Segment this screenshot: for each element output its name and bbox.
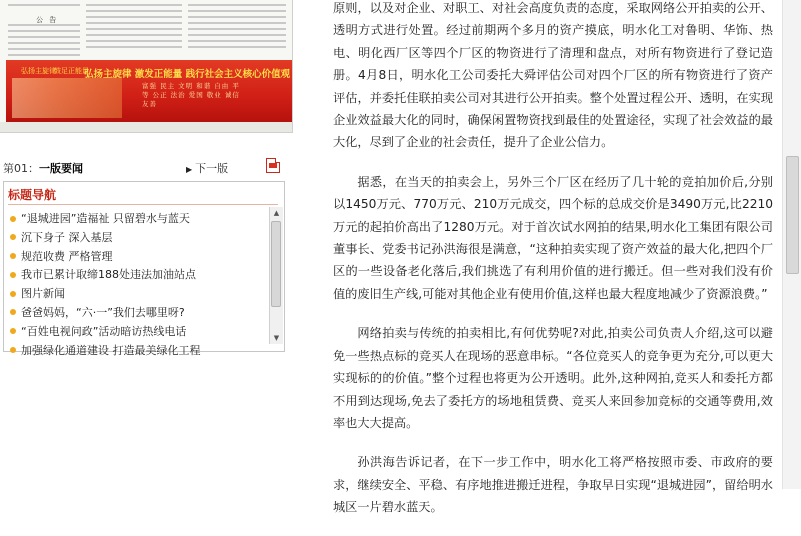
page-scrollbar[interactable] [782, 0, 801, 489]
banner-mini-text: 鼓足正能量 [54, 67, 89, 75]
thumbnail-red-banner [6, 60, 292, 122]
headline-link[interactable]: 我市已累计取缔188处违法加油站点 [21, 268, 196, 282]
headline-item[interactable] [10, 285, 272, 304]
bullet-icon [10, 216, 16, 222]
headline-item[interactable] [10, 248, 272, 267]
triangle-right-icon: ▶ [186, 165, 193, 174]
thumbnail-heading: 公 告 [36, 16, 59, 24]
bullet-icon [10, 272, 16, 278]
headline-item[interactable] [10, 266, 272, 285]
article-paragraph: 原则，以及对企业、对职工、对社会高度负责的态度，采取网络公开拍卖的公开、透明方式进行处置。经过前期两个多月的资产摸底，明水化工对鲁明、华饰、热电、明化西厂区等四个厂区的物资进行了清理和盘点，对所有物资进行了登记造册。4月8日，明水化工公司委托大舜评估公司对四个厂区的所有物资进行了资产评估，并委托佳联拍卖公司对其进行公开拍卖。整个处置过程公开、透明，在实现企业效益最大化的同时，确保闲置物资找到最佳的处置途径，实现了社会效益的最大化，尽到了企业的社会责任，提升了企业公信力。 [333, 1, 773, 150]
next-page-label: 下一版 [195, 162, 229, 175]
page-section-title: 一版要闻 [39, 162, 83, 175]
headline-list-scrollbar[interactable] [269, 207, 283, 344]
banner-mini-text: 弘扬主旋律 [21, 67, 56, 75]
headline-item[interactable] [10, 342, 272, 361]
headline-item[interactable] [10, 304, 272, 323]
headline-link[interactable]: 沉下身子 深入基层 [21, 230, 113, 244]
left-column [0, 0, 300, 489]
headline-item[interactable] [10, 229, 272, 248]
thumbnail-text-block-middle [86, 0, 182, 58]
bullet-icon [10, 234, 16, 240]
headline-list [10, 210, 272, 360]
article-paragraph: 孙洪海告诉记者，在下一步工作中，明水化工将严格按照市委、市政府的要求，继续安全、平稳、有序地推进搬迁进程，争取早日实现“退城进园”，留给明水城区一片碧水蓝天。 [333, 455, 773, 515]
current-page-label [3, 160, 83, 176]
bullet-icon [10, 253, 16, 259]
scrollbar-thumb[interactable] [786, 156, 799, 274]
bullet-icon [10, 291, 16, 297]
headline-link[interactable]: 加强绿化通道建设 打造最美绿化工程 [21, 343, 201, 357]
scroll-down-icon[interactable]: ▼ [273, 334, 280, 342]
bullet-icon [10, 347, 16, 353]
bullet-icon [10, 309, 16, 315]
headline-link[interactable]: “百姓电视问政”活动暗访热线电话 [21, 324, 187, 338]
scrollbar-thumb[interactable] [271, 221, 281, 307]
banner-illustration [12, 78, 122, 118]
article-content [300, 0, 778, 515]
bullet-icon [10, 328, 16, 334]
headline-navigation-title: 标题导航 [8, 188, 57, 202]
headline-link[interactable]: “退城进园”造福祉 只留碧水与蓝天 [21, 212, 190, 225]
headline-link[interactable]: 规范收费 严格管理 [21, 249, 113, 263]
headline-item[interactable] [10, 210, 272, 229]
headline-link[interactable]: 图片新闻 [21, 287, 65, 301]
divider [8, 204, 278, 205]
headline-navigation-box [3, 181, 285, 357]
page-navigation [0, 158, 290, 174]
pdf-icon[interactable] [266, 158, 280, 173]
page-number: 第01： [3, 162, 39, 175]
article-paragraph: 据悉，在当天的拍卖会上，另外三个厂区在经历了几十轮的竞拍加价后,分别以1450万元、770万元、210万元成交，四个标的总成交价是3490万元,比2210万元的起拍价高出了1280万元。对于首次试水网拍的结果,明水化工集团有限公司董事长、党委书记孙洪海很是满意，“这种拍卖实现了资产效益的最大化,把四个厂区的一些设备老化落后,我们挑选了有利用价值的进行搬迁。但一些对我们没有价值的废旧生产线,可能对其他企业有使用价值,这样也最大程度地减少了资源浪费。” [333, 174, 773, 301]
next-page-link[interactable] [186, 160, 228, 176]
thumbnail-text-block-left [8, 0, 80, 58]
article-paragraph: 网络拍卖与传统的拍卖相比,有何优势呢?对此,拍卖公司负责人介绍,这可以避免一些热点标的竞买人在现场的恶意串标。“各位竞买人的竞争更为充分,可以更大实现标的的价值。”整个过程也将更为公开透明。此外,这种网拍,竞买人和委托方都不用到达现场,免去了委托方的场地租赁费、竞买人来回参加竞标的交通等费用,效率也大大提高。 [333, 326, 773, 430]
banner-slogan: 弘扬主旋律 激发正能量 践行社会主义核心价值观 [84, 69, 291, 80]
newspaper-page-thumbnail[interactable] [0, 0, 293, 133]
thumbnail-text-block-right [188, 0, 286, 58]
banner-core-values: 富强 民主 文明 和谐 自由 平等 公正 法治 爱国 敬业 诚信 友善 [142, 82, 240, 108]
thumbnail-footer [0, 122, 292, 132]
article-body [333, 0, 773, 536]
scroll-up-icon[interactable]: ▲ [273, 209, 280, 217]
headline-link[interactable]: 爸爸妈妈，“六·一”我们去哪里呀? [21, 305, 185, 319]
headline-item[interactable] [10, 323, 272, 342]
